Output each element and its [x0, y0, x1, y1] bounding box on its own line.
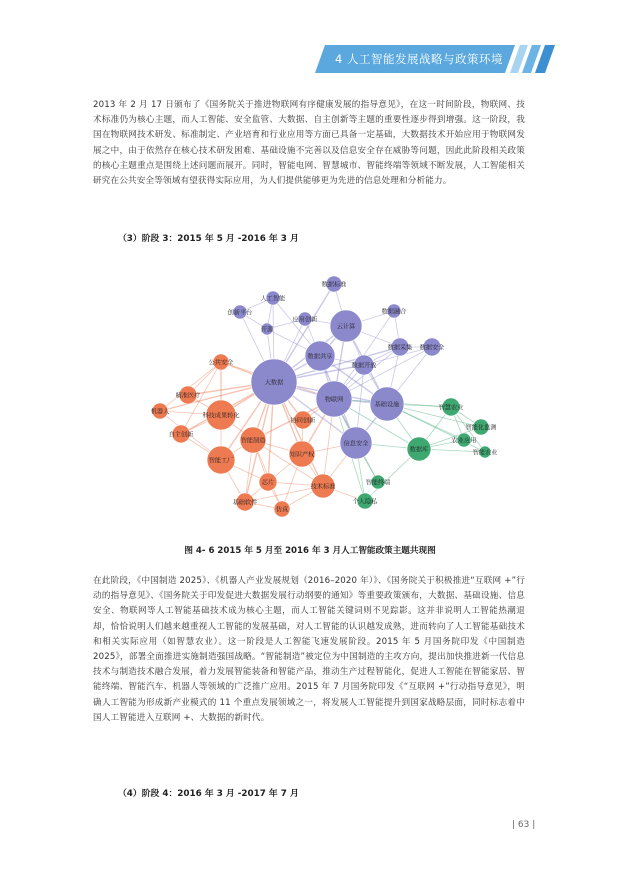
network-node-label: 智能农业: [472, 449, 498, 457]
network-graph: [128, 268, 508, 536]
network-node-label: 协同创新: [290, 417, 316, 425]
network-node-label: 机器人: [150, 408, 170, 416]
network-node-label: 应用创新: [292, 316, 318, 324]
network-node-label: 数据开放: [351, 362, 377, 370]
network-node-label: 数据库: [409, 446, 429, 454]
paragraph-stage3: 在此阶段，《中国制造 2025》、《机器人产业发展规划（2016–2020 年）》、《国务院关于积极推进“互联网 +”行动的指导意见》、《国务院关于印发促进大数据发展行动纲要的通知》等重要政策颁布，大数据、基础设施、信息安全、物联网等人工智能基础技术成为核心主题，而人工智能关键词则不见踪影。这并非说明人工智能热潮退却，恰恰说明人们越来越重视人工智能的发展基础，对人工智能的认识越发成熟，进而转向了人工智能基础技术和相关实际应用（如智慧农业）。这一阶段是人工智能飞速发展阶段。2015 年 5 月国务院印发《中国制造 2025》，部署全面推进实施制造强国战略。“智能制造”被定位为中国制造的主攻方向，提出加快推进新一代信息技术与制造技术融合发展，着力发展智能装备和智能产品，推动生产过程智能化，促进人工智能在智能家居、智能终端、智能汽车、机器人等领域的广泛推广应用。2015 年 7 月国务院印发《“互联网 +”行动指导意见》，明确人工智能为形成新产业模式的 11 个重点发展领域之一，将发展人工智能提升到国家战略层面，同时标志着中国人工智能进入互联网 +、大数据的新时代。: [93, 576, 525, 723]
network-node-label: 公共安全: [208, 359, 234, 367]
network-node-label: 知识产权: [289, 451, 315, 459]
heading-stage4: （4）阶段 4：2016 年 3 月 -2017 年 7 月: [118, 789, 299, 799]
network-node-label: 开源: [260, 326, 274, 334]
network-node-label: 基础软件: [232, 499, 258, 507]
chapter-banner: [315, 45, 560, 73]
network-node-label: 农业应用: [451, 437, 477, 445]
network-node-label: 仿真: [275, 506, 289, 514]
network-node-label: 云计算: [336, 323, 356, 331]
figure-caption: 图 4- 6 2015 年 5 月至 2016 年 3 月人工智能政策主题共现图: [184, 546, 436, 556]
network-node-label: 数据共享: [307, 353, 333, 361]
network-nodes: [151, 276, 498, 517]
network-node-label: 智能工厂: [208, 457, 234, 465]
heading-stage3: （3）阶段 3：2015 年 5 月 -2016 年 3 月: [118, 234, 299, 244]
network-node-label: 大数据: [264, 379, 284, 387]
network-node-label: 芯片: [261, 479, 275, 487]
network-node-label: 个人隐私: [352, 498, 378, 506]
cooccurrence-network-figure: [128, 268, 508, 536]
network-node-label: 数据标准: [321, 281, 347, 289]
network-node-label: 创新平台: [227, 309, 253, 317]
network-node-label: 精准医疗: [175, 392, 201, 400]
paragraph-stage2: 2013 年 2 月 17 日颁布了《国务院关于推进物联网有序健康发展的指导意见》，在这一时间阶段，物联网、技术标准仍为核心主题，而人工智能、安全监管、大数据、自主创新等主题的重要性逐步得到增强。这一阶段，我国在物联网技术研发、标准制定、产业培育和行业应用等方面已具备一定基础，大数据技术开始应用于物联网发展之中，由于依然存在核心技术研发困难、基础设施不完善以及信息安全存在威胁等问题，因此此阶段相关政策的核心主题重点是围绕上述问题而展开。同时，智能电网、智慧城市、智能终端等领域不断发展，人工智能相关研究在公共安全等领域有望获得实际应用，为人们提供能够更为先进的信息处理和分析能力。: [93, 100, 525, 187]
chapter-title: 4 人工智能发展战略与政策环境: [335, 52, 503, 66]
network-node-label: 自主创新: [168, 431, 194, 439]
network-node-label: 人工智能: [260, 295, 286, 303]
network-node-label: 数据采集: [387, 344, 413, 352]
network-node-label: 科技成果转化: [202, 412, 240, 420]
network-node-label: 智能化监测: [465, 424, 497, 432]
network-node-label: 信息安全: [343, 440, 369, 448]
network-node-label: 智能制造: [240, 437, 266, 445]
page-number: | 63 |: [512, 820, 536, 830]
network-node-label: 物联网: [324, 396, 344, 404]
network-node-label: 智能终端: [365, 479, 391, 487]
network-node-label: 技术标准: [310, 483, 336, 491]
network-node-label: 基础设施: [374, 401, 400, 409]
network-node-label: 智慧农业: [438, 404, 464, 412]
network-node-label: 数据安全: [419, 344, 445, 352]
network-node-label: 数据融合: [381, 308, 407, 316]
